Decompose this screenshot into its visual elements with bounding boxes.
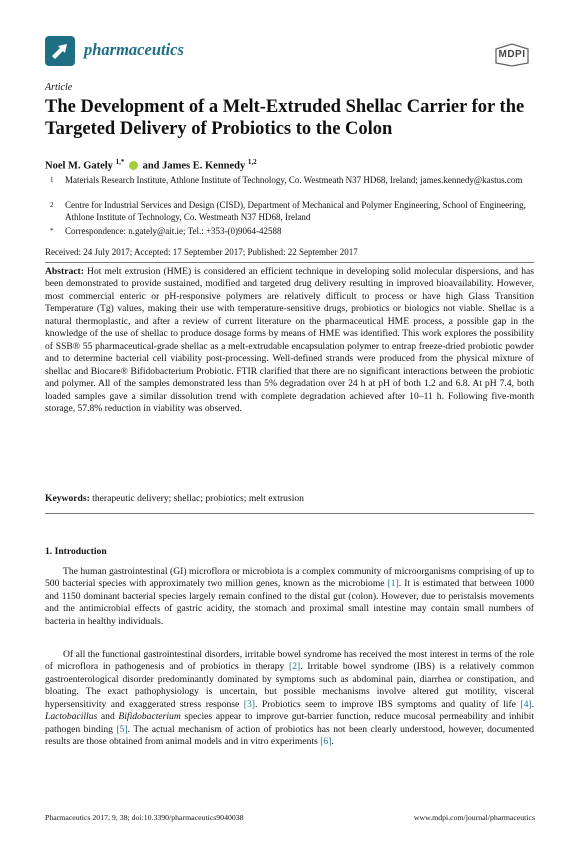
article-type: Article (45, 82, 73, 93)
journal-name: pharmaceutics (84, 40, 184, 59)
citation-link[interactable]: [5] (116, 723, 128, 735)
divider (45, 262, 534, 263)
author-conjunction: and (142, 160, 160, 172)
correspondence: * Correspondence: n.gately@ait.ie; Tel.: +353-(0)9064-42588 (50, 226, 282, 236)
mdpi-logo-icon (492, 43, 532, 67)
citation-link[interactable]: [1] (387, 578, 399, 590)
section-heading: 1. Introduction (45, 546, 107, 557)
article-title: The Development of a Melt-Extruded Shellac Carrier for the Targeted Delivery of Probiotics to the Colon (45, 97, 525, 139)
citation-link[interactable]: [6] (320, 736, 332, 748)
orcid-icon[interactable] (129, 161, 138, 170)
affiliation-item: 1 Materials Research Institute, Athlone Institute of Technology, Co. Westmeath N37 HD68, Ireland; james.kennedy@kastus.com (50, 175, 523, 185)
citation-link[interactable]: [2] (289, 661, 301, 673)
author-list (45, 158, 257, 172)
author-name[interactable]: James E. Kennedy (162, 160, 246, 172)
author-affiliation-marker: 1,2 (247, 158, 257, 166)
abstract-text: Hot melt extrusion (HME) is considered an efficient technique in developing solid molecular dispersions, and has been demonstrated to provide sustained, modified and targeted drug delivery resulting in improved bioavailability. However, most commercial enteric or pH-responsive polymers are relatively difficult to process or have high Glass Transition Temperature (Tg) values, making their use with temperature-sensitive drugs, probiotics or biologics not viable. Shellac is a natural thermoplastic, and after a review of current literature on the pharmaceutical HME process, a possible gap in the knowledge of the use of shellac to produce dosage forms by means of HME was identified. This work explores the possibility of SSB® 55 pharmaceutical-grade shellac as a melt-extrudable encapsulation polymer to entrap freeze-dried probiotic powder and to determine bacterial cell viability post-processing. Well-defined strands were produced from the physical mixture of shellac and Biocare® Bifidobacterium Probiotic. FTIR clarified that there are no significant interactions between the probiotic and polymer. All of the samples demonstrated less than 5% degradation over 24 h at pH of both 1.2 and 6.8. At pH 7.4, both loaded samples gave a similar dissolution trend with complete degradation achieved after 10–11 h. Following five-month storage, 57.8% reduction in viability was observed. (45, 266, 534, 414)
paragraph: Of all the functional gastrointestinal disorders, irritable bowel syndrome has received the most interest in terms of the role of microflora in pathogenesis and of probiotics in therapy [2]. Irritable bowel syndrome (IBS) is a relatively common gastroenterological disorder predominantly dominated by symptoms such as abdominal pain, diarrhea or constipation, and bloating. The exact pathophysiology is uncertain, but possible mechanisms involve altered gut motility, visceral hypersensitivity and exaggerated stress response [3]. Probiotics seem to improve IBS symptoms and quality of life [4]. Lactobacillus and Bifidobacterium species appear to improve gut-barrier function, reduce mucosal permeability and inhibit pathogen binding [5]. The actual mechanism of action of probiotics has not been clearly understood, however, documented results are those obtained from animal models and in vitro experiments [6]. (45, 649, 535, 748)
author-affiliation-marker: 1,* (115, 158, 125, 166)
journal-logo-icon (45, 36, 75, 66)
paragraph: The human gastrointestinal (GI) microflora or microbiota is a complex community of microorganisms comprising of up to 500 bacterial species with approximately two million genes, known as the microbiome [1]. It is estimated that between 1000 and 1150 dominant bacterial species largely remain confined to the distal gut (colon). However, due to peristalsis movements and the antimicrobial effects of gastric acidity, the stomach and proximal small intestine may contain small numbers of bacteria in healthy individuals. (45, 566, 534, 627)
affiliation-item: 2 Centre for Industrial Services and Design (CISD), Department of Mechanical and Polymer Engineering, School of Engineering, Athlone Institute of Technology, Co. Westmeath N37 HD68, Ireland (50, 200, 526, 223)
citation-link[interactable]: [4] (520, 698, 532, 710)
keywords (45, 493, 534, 505)
keywords-text: therapeutic delivery; shellac; probiotics; melt extrusion (92, 493, 304, 504)
keywords-label: Keywords: (45, 493, 90, 504)
divider (45, 513, 534, 514)
footer-journal-url[interactable]: www.mdpi.com/journal/pharmaceutics (413, 813, 535, 822)
abstract (45, 266, 534, 415)
publisher-name: MDPI (498, 49, 526, 60)
publication-dates: Received: 24 July 2017; Accepted: 17 September 2017; Published: 22 September 2017 (45, 247, 358, 257)
citation-link[interactable]: [3] (243, 698, 255, 710)
footer-citation: Pharmaceutics 2017, 9, 38; doi:10.3390/pharmaceutics9040038 (45, 813, 244, 822)
abstract-label: Abstract: (45, 266, 84, 277)
author-name[interactable]: Noel M. Gately (45, 160, 113, 172)
